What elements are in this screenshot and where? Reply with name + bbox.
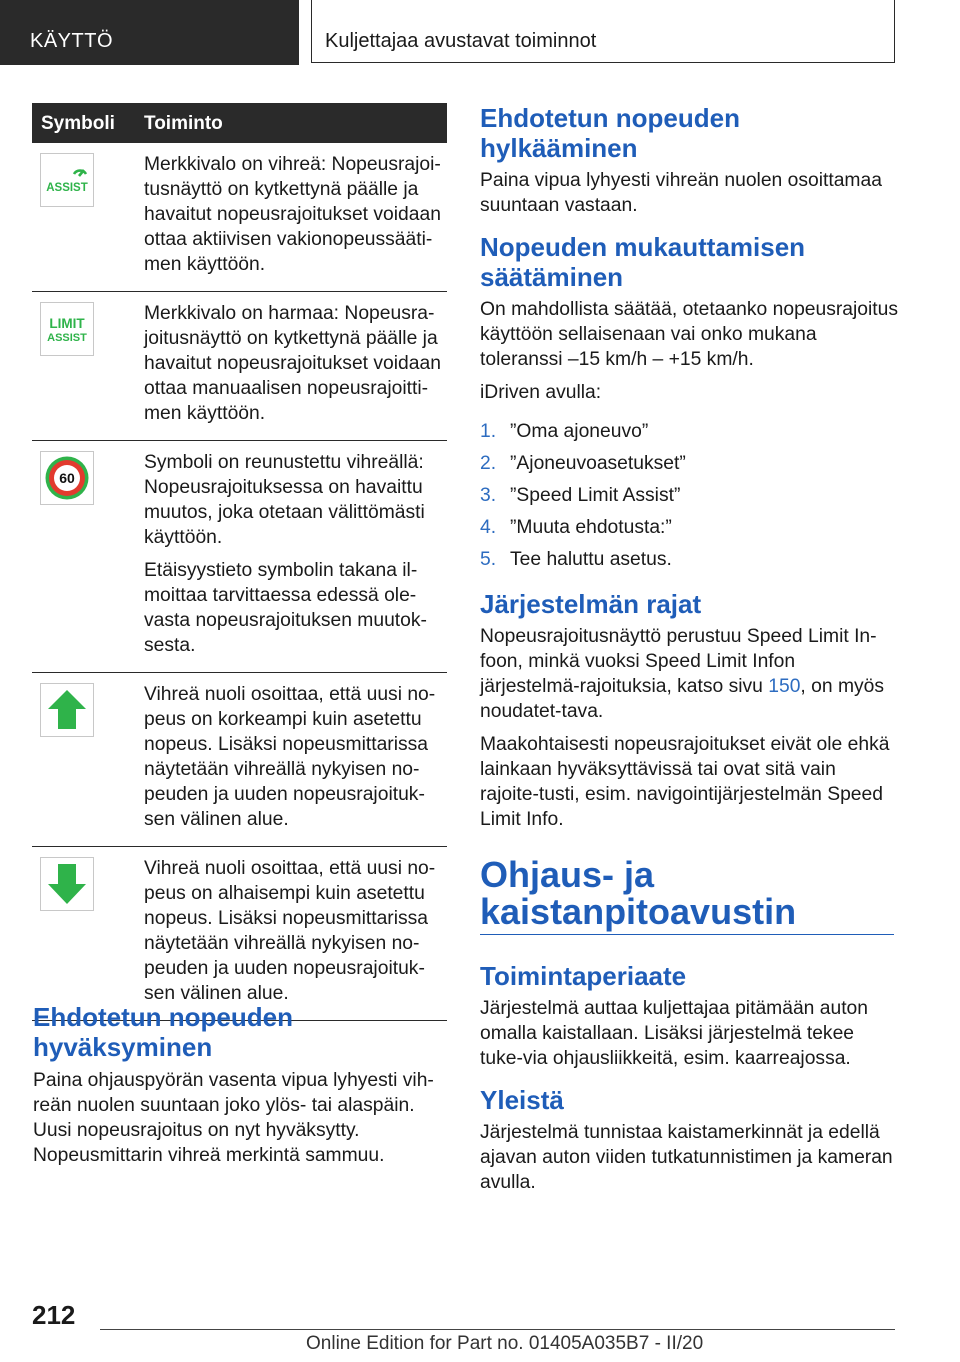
assist-green-icon [40, 153, 94, 207]
table-row [32, 673, 447, 847]
svg-text:ASSIST: ASSIST [47, 332, 87, 344]
section-text: Järjestelmä auttaa kuljettajaa pitämään auton omalla kaistallaan. Lisäksi järjestelmä tekee tuke-via ohjausliikkeitä, esim. kaarreajossa. [480, 998, 869, 1069]
step-text: ”Speed Limit Assist” [510, 485, 681, 506]
table-cell-text: Vihreä nuoli osoittaa, että uusi no-peus on korkeampi kuin asetettu nopeus. Lisäksi nopeusmittarissa näytetään vihreällä nykyisen no-peuden ja uuden nopeusrajoituk-sen välinen alue. [144, 684, 436, 830]
step-text: ”Muuta ehdotusta:” [510, 517, 672, 538]
section-text: iDriven avulla: [480, 382, 602, 403]
table-row [32, 292, 447, 441]
symbol-table [32, 103, 447, 1021]
list-item [480, 547, 900, 579]
list-item [480, 451, 900, 483]
section-heading: Toimintaperiaate [480, 961, 687, 991]
table-cell-text: Symboli on reunustettu vihreällä: Nopeusrajoituksessa on havaittu muutos, joka otetaan välittömästi käyttöön. [144, 452, 425, 548]
section-heading: Järjestelmän rajat [480, 589, 702, 619]
footer-edition: Online Edition for Part no. 01405A035B7 - II/20 [306, 1333, 704, 1354]
table-row [32, 847, 447, 1021]
list-item [480, 515, 900, 547]
arrow-down-green-icon [40, 857, 94, 911]
table-row [32, 441, 447, 673]
speed-limit-value: 60 [59, 470, 75, 486]
svg-text:LIMIT: LIMIT [49, 316, 85, 331]
step-text: ”Ajoneuvoasetukset” [510, 453, 686, 474]
table-cell-text: Merkkivalo on vihreä: Nopeusrajoi-tusnäyttö on kytkettynä päälle ja havaitut nopeusrajoitukset voidaan ottaa aktiivisen vakionopeussääti-men käyttöön. [144, 154, 441, 275]
step-number: 2. [480, 453, 497, 474]
heading-rule [480, 934, 894, 935]
chapter-heading: Ohjaus- ja kaistanpitoavustin [480, 854, 797, 932]
footer-rule [100, 1329, 895, 1330]
arrow-up-green-icon [40, 683, 94, 737]
table-header [32, 103, 447, 143]
right-column [480, 103, 900, 1195]
accept-speed-section [33, 1002, 451, 1168]
header-section-tab [0, 0, 299, 65]
speed-limit-60-icon [40, 451, 94, 505]
step-number: 3. [480, 485, 497, 506]
table-cell-text: Etäisyystieto symbolin takana il-moittaa tarvittaessa edessä ole-vasta nopeusrajoituksen muutok-sesta. [144, 560, 427, 656]
steps-list [480, 419, 900, 579]
assist-icon-label: ASSIST [46, 182, 88, 194]
section-heading: Yleistä [480, 1085, 564, 1115]
page-number: 212 [32, 1300, 76, 1330]
section-heading: Ehdotetun nopeuden hylkääminen [480, 103, 740, 163]
table-cell-text: Merkkivalo on harmaa: Nopeusra-joitusnäyttö on kytkettynä päälle ja havaitut nopeusrajoitukset voidaan ottaa manuaalisen nopeusrajoitti-men käyttöön. [144, 303, 441, 424]
section-text: On mahdollista säätää, otetaanko nopeusrajoitus käyttöön sellaisenaan vai onko mukana toleranssi –15 km/h – +15 km/h. [480, 299, 899, 370]
header-section-title: KÄYTTÖ [30, 30, 114, 52]
table-row [32, 143, 447, 292]
section-text: Paina ohjauspyörän vasenta vipua lyhyesti vih-reän nuolen suuntaan joko ylös- tai alaspäin. Uusi nopeusrajoitus on nyt hyväksytty. Nopeusmittarin vihreä merkintä sammuu. [33, 1070, 434, 1166]
section-heading: Ehdotetun nopeuden hyväksyminen [33, 1002, 293, 1062]
step-text: Tee haluttu asetus. [510, 549, 672, 570]
section-text: Järjestelmä tunnistaa kaistamerkinnät ja edellä ajavan auton viiden tutkatunnistimen ja kameran avulla. [480, 1122, 893, 1193]
step-text: ”Oma ajoneuvo” [510, 421, 649, 442]
header-chapter-box [311, 0, 895, 63]
section-text: Paina vipua lyhyesti vihreän nuolen osoittamaa suuntaan vastaan. [480, 170, 882, 216]
page-link-150[interactable]: 150 [768, 676, 801, 697]
table-header-symbol: Symboli [41, 113, 115, 134]
step-number: 5. [480, 549, 497, 570]
list-item [480, 419, 900, 451]
header-chapter-title: Kuljettajaa avustavat toiminnot [325, 30, 597, 52]
section-heading: Nopeuden mukauttamisen säätäminen [480, 232, 806, 292]
table-cell-text: Vihreä nuoli osoittaa, että uusi no-peus on alhaisempi kuin asetettu nopeus. Lisäksi nopeusmittarissa näytetään vihreällä nykyisen no-peuden ja uuden nopeusrajoituk-sen välinen alue. [144, 858, 436, 1004]
section-text: Nopeusrajoitusnäyttö perustuu Speed Limit In-foon, minkä vuoksi Speed Limit Infon järjestelmä-rajoituksia, katso sivu 150, on myös noudatet-tava. [480, 626, 885, 722]
limit-assist-green-icon [40, 302, 94, 356]
section-text: Maakohtaisesti nopeusrajoitukset eivät ole ehkä lainkaan hyväksyttävissä tai ovat sitä vain rajoite-tusti, esim. navigointijärjestelmän Speed Limit Info. [480, 734, 890, 830]
table-header-function: Toiminto [144, 113, 223, 134]
list-item [480, 483, 900, 515]
step-number: 4. [480, 517, 497, 538]
step-number: 1. [480, 421, 497, 442]
